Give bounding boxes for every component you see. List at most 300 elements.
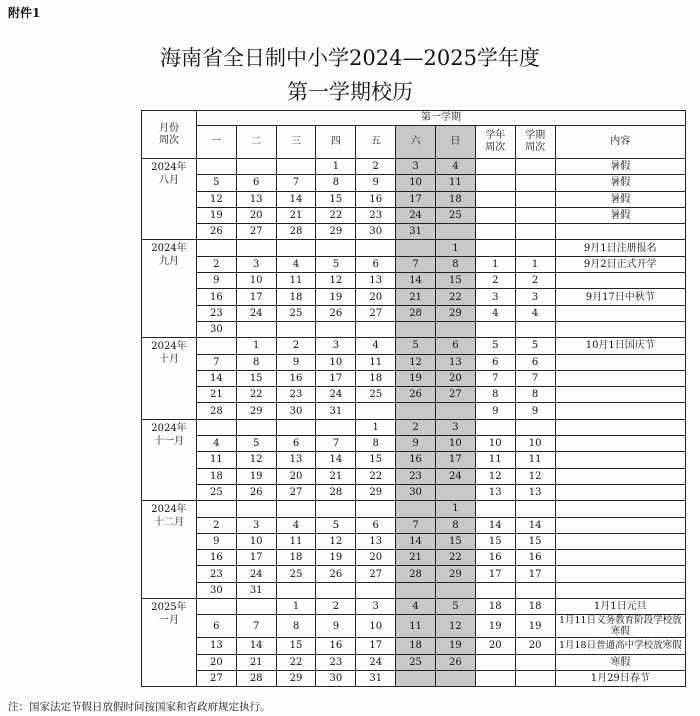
- day-cell: 26: [196, 224, 236, 240]
- content-cell: [555, 370, 685, 386]
- day-cell: [396, 670, 436, 686]
- weekday-header: 一: [196, 126, 236, 159]
- day-cell: 10: [236, 273, 276, 289]
- day-cell: 19: [236, 468, 276, 484]
- calendar-row: [142, 654, 686, 670]
- day-cell: 18: [396, 638, 436, 654]
- day-cell: 30: [196, 582, 236, 598]
- day-cell: 3: [236, 256, 276, 272]
- day-cell: 20: [435, 370, 475, 386]
- content-cell: [555, 321, 685, 337]
- day-cell: [316, 419, 356, 435]
- year-week-cell: 17: [475, 566, 515, 582]
- day-cell: 7: [316, 436, 356, 452]
- day-cell: [236, 240, 276, 256]
- day-cell: 17: [435, 452, 475, 468]
- calendar-row: [142, 403, 686, 419]
- day-cell: 17: [356, 638, 396, 654]
- day-cell: 1: [435, 501, 475, 517]
- day-cell: 2: [396, 419, 436, 435]
- content-cell: [555, 419, 685, 435]
- content-cell: [555, 517, 685, 533]
- year-week-cell: 3: [475, 289, 515, 305]
- calendar-row: [142, 550, 686, 566]
- term-week-cell: [515, 240, 555, 256]
- year-week-cell: 5: [475, 338, 515, 354]
- day-cell: 26: [396, 387, 436, 403]
- day-cell: 28: [396, 566, 436, 582]
- day-cell: 16: [396, 452, 436, 468]
- day-cell: 11: [196, 452, 236, 468]
- day-cell: 18: [356, 370, 396, 386]
- day-cell: 2: [196, 517, 236, 533]
- month-name: 八月: [158, 175, 179, 186]
- term-week-cell: 6: [515, 354, 555, 370]
- weekday-header: 日: [435, 126, 475, 159]
- day-cell: 17: [396, 191, 436, 207]
- day-cell: 5: [236, 436, 276, 452]
- year-week-cell: 13: [475, 484, 515, 500]
- day-cell: 31: [356, 670, 396, 686]
- day-cell: 11: [396, 615, 436, 638]
- day-cell: 12: [316, 273, 356, 289]
- day-cell: 8: [356, 436, 396, 452]
- day-cell: 15: [356, 452, 396, 468]
- content-cell: [555, 224, 685, 240]
- day-cell: 30: [316, 670, 356, 686]
- day-cell: 27: [196, 670, 236, 686]
- day-cell: 29: [276, 670, 316, 686]
- calendar-row: [142, 289, 686, 305]
- day-cell: [356, 501, 396, 517]
- calendar-row: [142, 615, 686, 638]
- day-cell: [276, 240, 316, 256]
- day-cell: 21: [276, 207, 316, 223]
- day-cell: 19: [316, 289, 356, 305]
- day-cell: 5: [196, 175, 236, 191]
- day-cell: 1: [276, 599, 316, 615]
- day-cell: 18: [276, 550, 316, 566]
- day-cell: 22: [435, 289, 475, 305]
- term-week-cell: [515, 159, 555, 175]
- year-week-cell: 6: [475, 354, 515, 370]
- day-cell: [435, 484, 475, 500]
- weekday-header: 三: [276, 126, 316, 159]
- day-cell: 5: [316, 256, 356, 272]
- term-week-cell: 14: [515, 517, 555, 533]
- calendar-row: [142, 175, 686, 191]
- calendar-row: [142, 387, 686, 403]
- day-cell: [276, 159, 316, 175]
- day-cell: 17: [236, 550, 276, 566]
- month-year: 2024年: [151, 422, 187, 434]
- year-week-cell: 8: [475, 387, 515, 403]
- term-week-cell: 13: [515, 484, 555, 500]
- day-cell: 6: [196, 615, 236, 638]
- day-cell: 12: [236, 452, 276, 468]
- weekday-header: 二: [236, 126, 276, 159]
- day-cell: 11: [276, 273, 316, 289]
- month-label: [142, 159, 197, 240]
- content-cell: [555, 403, 685, 419]
- year-week-cell: 4: [475, 305, 515, 321]
- year-week-cell: 2: [475, 273, 515, 289]
- month-label: [142, 419, 197, 500]
- day-cell: 10: [396, 175, 436, 191]
- day-cell: 2: [276, 338, 316, 354]
- year-week-cell: 15: [475, 533, 515, 549]
- day-cell: 14: [316, 452, 356, 468]
- day-cell: 25: [396, 654, 436, 670]
- day-cell: 6: [435, 338, 475, 354]
- day-cell: 8: [276, 615, 316, 638]
- day-cell: 19: [316, 550, 356, 566]
- day-cell: [396, 501, 436, 517]
- calendar-row: [142, 338, 686, 354]
- day-cell: 9: [276, 354, 316, 370]
- day-cell: 10: [435, 436, 475, 452]
- day-cell: 13: [236, 191, 276, 207]
- day-cell: 8: [316, 175, 356, 191]
- day-cell: 6: [236, 175, 276, 191]
- year-week-cell: 7: [475, 370, 515, 386]
- day-cell: 15: [435, 273, 475, 289]
- day-cell: [316, 501, 356, 517]
- day-cell: 21: [236, 654, 276, 670]
- content-cell: [555, 468, 685, 484]
- year-week-cell: 18: [475, 599, 515, 615]
- day-cell: [276, 321, 316, 337]
- month-col-label: 月份: [158, 122, 179, 134]
- term-week-cell: 18: [515, 599, 555, 615]
- day-cell: 12: [196, 191, 236, 207]
- term-week-cell: 12: [515, 468, 555, 484]
- day-cell: 20: [236, 207, 276, 223]
- day-cell: 3: [236, 517, 276, 533]
- content-cell: [555, 484, 685, 500]
- day-cell: [435, 582, 475, 598]
- calendar-row: [142, 517, 686, 533]
- day-cell: 27: [236, 224, 276, 240]
- calendar-row: [142, 273, 686, 289]
- day-cell: 12: [316, 533, 356, 549]
- day-cell: 14: [396, 533, 436, 549]
- term-week-cell: [515, 175, 555, 191]
- day-cell: [316, 321, 356, 337]
- year-week-cell: 16: [475, 550, 515, 566]
- content-cell: 1月18日普通高中学校放寒假: [555, 638, 685, 654]
- day-cell: 22: [316, 207, 356, 223]
- content-cell: [555, 354, 685, 370]
- day-cell: [396, 403, 436, 419]
- day-cell: [236, 419, 276, 435]
- month-name: 十一月: [153, 435, 184, 447]
- month-year: 2024年: [151, 243, 187, 255]
- term-week-cell: [515, 501, 555, 517]
- day-cell: [276, 582, 316, 598]
- day-cell: 14: [396, 273, 436, 289]
- content-cell: [555, 501, 685, 517]
- day-cell: 23: [196, 305, 236, 321]
- month-year: 2024年: [151, 341, 187, 353]
- day-cell: 8: [435, 517, 475, 533]
- calendar-row: [142, 256, 686, 272]
- day-cell: 20: [356, 289, 396, 305]
- content-cell: 1月1日元旦: [555, 599, 685, 615]
- term-week-cell: 9: [515, 403, 555, 419]
- day-cell: 9: [396, 436, 436, 452]
- day-cell: 16: [276, 370, 316, 386]
- month-year: 2025年: [151, 602, 187, 614]
- day-cell: 8: [236, 354, 276, 370]
- day-cell: 16: [316, 638, 356, 654]
- day-cell: [356, 582, 396, 598]
- term-week-cell: 7: [515, 370, 555, 386]
- day-cell: 31: [236, 582, 276, 598]
- year-week-cell: 14: [475, 517, 515, 533]
- year-week-cell: 9: [475, 403, 515, 419]
- calendar-row: [142, 452, 686, 468]
- day-cell: 3: [435, 419, 475, 435]
- calendar-row: [142, 240, 686, 256]
- term-week-cell: 15: [515, 533, 555, 549]
- year-week-cell: [475, 654, 515, 670]
- day-cell: [356, 240, 396, 256]
- school-calendar-table: [141, 110, 686, 687]
- day-cell: 25: [435, 207, 475, 223]
- day-cell: 20: [196, 654, 236, 670]
- calendar-row: [142, 436, 686, 452]
- day-cell: 5: [396, 338, 436, 354]
- day-cell: [396, 321, 436, 337]
- day-cell: 9: [196, 533, 236, 549]
- day-cell: 14: [236, 638, 276, 654]
- calendar-row: [142, 419, 686, 435]
- day-cell: [435, 403, 475, 419]
- day-cell: 23: [276, 387, 316, 403]
- day-cell: 24: [236, 305, 276, 321]
- day-cell: [435, 224, 475, 240]
- term-week-cell: [515, 321, 555, 337]
- content-cell: [555, 550, 685, 566]
- day-cell: 18: [276, 289, 316, 305]
- term-week-cell: [515, 207, 555, 223]
- term-week-cell: 16: [515, 550, 555, 566]
- day-cell: 20: [276, 468, 316, 484]
- day-cell: 27: [435, 387, 475, 403]
- day-cell: 16: [196, 289, 236, 305]
- content-cell: 10月1日国庆节: [555, 338, 685, 354]
- weekday-header: 六: [396, 126, 436, 159]
- day-cell: 29: [435, 566, 475, 582]
- calendar-row: [142, 484, 686, 500]
- term-week-cell: [515, 654, 555, 670]
- day-cell: 14: [196, 370, 236, 386]
- day-cell: 16: [196, 550, 236, 566]
- day-cell: 29: [236, 403, 276, 419]
- day-cell: [396, 582, 436, 598]
- day-cell: 25: [356, 387, 396, 403]
- year-week-cell: [475, 419, 515, 435]
- calendar-row: [142, 207, 686, 223]
- month-label: [142, 501, 197, 599]
- content-cell: 寒假: [555, 654, 685, 670]
- day-cell: 15: [276, 638, 316, 654]
- term-week-cell: 1: [515, 256, 555, 272]
- year-week-cell: 1: [475, 256, 515, 272]
- content-cell: 9月1日注册报名: [555, 240, 685, 256]
- content-cell: 1月29日春节: [555, 670, 685, 686]
- day-cell: [276, 501, 316, 517]
- day-cell: 3: [356, 599, 396, 615]
- day-cell: 29: [356, 484, 396, 500]
- year-week-cell: [475, 175, 515, 191]
- page-title: 海南省全日制中小学2024—2025学年度: [160, 46, 540, 70]
- content-cell: [555, 305, 685, 321]
- year-week-cell: [475, 582, 515, 598]
- term-week-cell: [515, 419, 555, 435]
- year-week-cell: [475, 224, 515, 240]
- weekday-header: 五: [356, 126, 396, 159]
- day-cell: 3: [316, 338, 356, 354]
- content-cell: 暑假: [555, 159, 685, 175]
- day-cell: 24: [316, 387, 356, 403]
- day-cell: 18: [435, 191, 475, 207]
- content-cell: [555, 436, 685, 452]
- year-week-cell: 11: [475, 452, 515, 468]
- day-cell: 30: [396, 484, 436, 500]
- day-cell: [196, 501, 236, 517]
- day-cell: 21: [196, 387, 236, 403]
- page-subtitle: 第一学期校历: [287, 80, 413, 104]
- day-cell: 13: [276, 452, 316, 468]
- day-cell: 1: [236, 338, 276, 354]
- day-cell: 25: [196, 484, 236, 500]
- day-cell: 19: [196, 207, 236, 223]
- day-cell: 6: [356, 256, 396, 272]
- day-cell: 24: [356, 654, 396, 670]
- day-cell: 27: [276, 484, 316, 500]
- term-week-cell: [515, 582, 555, 598]
- calendar-row: [142, 159, 686, 175]
- day-cell: 23: [396, 468, 436, 484]
- day-cell: 6: [276, 436, 316, 452]
- day-cell: 10: [236, 533, 276, 549]
- day-cell: [196, 159, 236, 175]
- day-cell: [356, 321, 396, 337]
- day-cell: 4: [435, 159, 475, 175]
- day-cell: 13: [356, 273, 396, 289]
- day-cell: 26: [316, 566, 356, 582]
- day-cell: 26: [435, 654, 475, 670]
- content-cell: [555, 533, 685, 549]
- day-cell: 7: [276, 175, 316, 191]
- day-cell: 11: [435, 175, 475, 191]
- day-cell: 15: [316, 191, 356, 207]
- term-week-cell: 8: [515, 387, 555, 403]
- month-label: [142, 240, 197, 338]
- term-week-cell: 19: [515, 615, 555, 638]
- calendar-row: [142, 191, 686, 207]
- content-cell: 暑假: [555, 207, 685, 223]
- month-name: 一月: [158, 615, 179, 627]
- day-cell: 30: [196, 321, 236, 337]
- day-cell: 18: [196, 468, 236, 484]
- day-cell: [316, 240, 356, 256]
- attachment-label: 附件1: [8, 6, 41, 20]
- day-cell: 4: [396, 599, 436, 615]
- day-cell: 15: [236, 370, 276, 386]
- day-cell: 17: [236, 289, 276, 305]
- day-cell: 23: [196, 566, 236, 582]
- day-cell: 24: [396, 207, 436, 223]
- day-cell: 30: [356, 224, 396, 240]
- day-cell: 7: [396, 256, 436, 272]
- calendar-row: [142, 599, 686, 615]
- calendar-row: [142, 670, 686, 686]
- day-cell: 31: [316, 403, 356, 419]
- day-cell: 2: [316, 599, 356, 615]
- day-cell: [196, 599, 236, 615]
- day-cell: 24: [236, 566, 276, 582]
- day-cell: 24: [435, 468, 475, 484]
- day-cell: 29: [316, 224, 356, 240]
- day-cell: 28: [316, 484, 356, 500]
- calendar-row: [142, 533, 686, 549]
- day-cell: 2: [196, 256, 236, 272]
- term-week-cell: 5: [515, 338, 555, 354]
- term-week-cell: 3: [515, 289, 555, 305]
- day-cell: 13: [435, 354, 475, 370]
- day-cell: 23: [356, 207, 396, 223]
- content-header: 内容: [555, 126, 685, 159]
- day-cell: 4: [276, 517, 316, 533]
- content-cell: [555, 273, 685, 289]
- day-cell: 28: [196, 403, 236, 419]
- day-cell: 25: [276, 566, 316, 582]
- day-cell: 1: [435, 240, 475, 256]
- day-cell: 31: [396, 224, 436, 240]
- day-cell: 1: [356, 419, 396, 435]
- day-cell: 13: [196, 638, 236, 654]
- day-cell: 27: [356, 566, 396, 582]
- term-week-cell: 4: [515, 305, 555, 321]
- day-cell: [236, 321, 276, 337]
- day-cell: 7: [196, 354, 236, 370]
- term-week-cell: 11: [515, 452, 555, 468]
- day-cell: 4: [276, 256, 316, 272]
- month-week-header: [142, 111, 197, 159]
- day-cell: 17: [316, 370, 356, 386]
- day-cell: 15: [435, 533, 475, 549]
- day-cell: 26: [316, 305, 356, 321]
- calendar-row: [142, 501, 686, 517]
- day-cell: 28: [276, 224, 316, 240]
- calendar-row: [142, 224, 686, 240]
- day-cell: 11: [356, 354, 396, 370]
- day-cell: 5: [316, 517, 356, 533]
- content-cell: 9月17日中秋节: [555, 289, 685, 305]
- calendar-row: [142, 321, 686, 337]
- month-label: [142, 338, 197, 419]
- day-cell: 11: [276, 533, 316, 549]
- day-cell: 29: [435, 305, 475, 321]
- term-week-cell: [515, 191, 555, 207]
- day-cell: 5: [435, 599, 475, 615]
- day-cell: 19: [435, 638, 475, 654]
- day-cell: [435, 321, 475, 337]
- semester-header: 第一学期: [196, 111, 685, 126]
